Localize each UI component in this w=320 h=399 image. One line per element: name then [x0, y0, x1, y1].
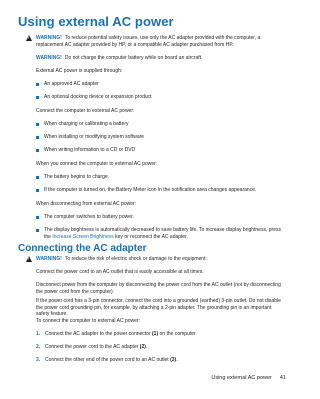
footer-section: Using external AC power: [211, 375, 272, 381]
list-item-text: When installing or modifying system software: [44, 134, 145, 140]
warning-aircraft: [36, 55, 286, 62]
step-text: [45, 357, 286, 364]
step-text-main: Connect the AC adapter to the power connector: [45, 331, 153, 337]
supplied-intro: External AC power is supplied through:: [36, 68, 123, 74]
bullet-icon: [36, 123, 39, 126]
bullet-icon: [36, 83, 39, 86]
step-number: 3.: [36, 357, 41, 363]
list-item-text: When charging or calibrating a battery: [44, 121, 129, 127]
step-number: 2.: [36, 344, 41, 350]
warning-text: Do not charge the computer battery while on board an aircraft.: [64, 55, 203, 61]
step-number: 1.: [36, 331, 41, 337]
bullet-icon: [36, 229, 39, 232]
increase-brightness-link[interactable]: Increase Screen Brightness: [52, 233, 114, 240]
step-text: [45, 344, 286, 351]
bullet-icon: [36, 189, 39, 192]
warning-icon: [26, 256, 32, 262]
warning-adapter: [36, 35, 286, 48]
step-text-end: .: [145, 344, 148, 350]
step-callout: (3): [170, 357, 177, 363]
bullet-icon: [36, 149, 39, 152]
brightness-text: The display brightness is automatically decreased to save battery life. To increase display brightness, press the: [44, 227, 281, 240]
warning-text: To reduce the risk of electric shock or damage to the equipment:: [64, 256, 207, 262]
list-item-text: [44, 227, 286, 240]
bullet-icon: [36, 216, 39, 219]
connect-steps-intro: To connect the computer to external AC power:: [36, 318, 140, 324]
step-text-main: Connect the power cord to the AC adapter: [45, 344, 140, 350]
list-item-text: An approved AC adapter: [44, 81, 99, 87]
warning-label: WARNING!: [36, 55, 62, 61]
page-number: 41: [279, 375, 286, 381]
step-callout: (1): [152, 331, 159, 337]
safety-para-3: If the power cord has a 3-pin connector, connect the cord into a grounded (earthed) 3-pin outlet. Do not disable the power cord grounding pin, for example, by attaching a 2-pin adapter. The grounding pin is an important safety feature.: [36, 298, 281, 317]
page-footer: [211, 375, 286, 381]
warning-label: WARNING!: [36, 256, 62, 262]
page-title: Using external AC power: [18, 14, 174, 29]
step-text-end: on the computer.: [158, 331, 197, 337]
warning-label: WARNING!: [36, 35, 62, 41]
disconnect-intro: When disconnecting from external AC power:: [36, 201, 137, 207]
list-item-text: When writing information to a CD or DVD: [44, 147, 136, 153]
list-item-text: An optional docking device or expansion product: [44, 94, 152, 100]
list-item-text: The computer switches to battery power.: [44, 214, 134, 220]
warning-icon: [26, 35, 32, 41]
section-title: Connecting the AC adapter: [18, 243, 147, 254]
step-text-main: Connect the other end of the power cord to an AC outlet: [45, 357, 171, 363]
brightness-text-end: key or reconnect the AC adapter.: [115, 233, 188, 240]
warning-text: To reduce potential safety issues, use only the AC adapter provided with the computer, a replacement AC adapter provided by HP, or a compatible AC adapter purchased from HP.: [36, 35, 261, 48]
bullet-icon: [36, 96, 39, 99]
step-callout: (2): [139, 344, 146, 350]
list-item-text: The battery begins to charge.: [44, 174, 110, 180]
step-text-end: .: [176, 357, 178, 363]
when-connect-intro: When you connect the computer to external AC power:: [36, 161, 158, 167]
safety-para-2: Disconnect power from the computer by disconnecting the power cord from the AC outlet (not by disconnecting the power cord from the computer).: [36, 282, 281, 295]
safety-para-1: Connect the power cord to an AC outlet that is easily accessible at all times.: [36, 269, 204, 275]
connect-intro: Connect the computer to external AC power:: [36, 108, 135, 114]
bullet-icon: [36, 136, 39, 139]
step-text: [45, 331, 286, 338]
list-item-text: If the computer is turned on, the Battery Meter icon in the notification area changes appearance.: [44, 187, 257, 193]
warning-electric-shock: [36, 256, 286, 263]
bullet-icon: [36, 176, 39, 179]
